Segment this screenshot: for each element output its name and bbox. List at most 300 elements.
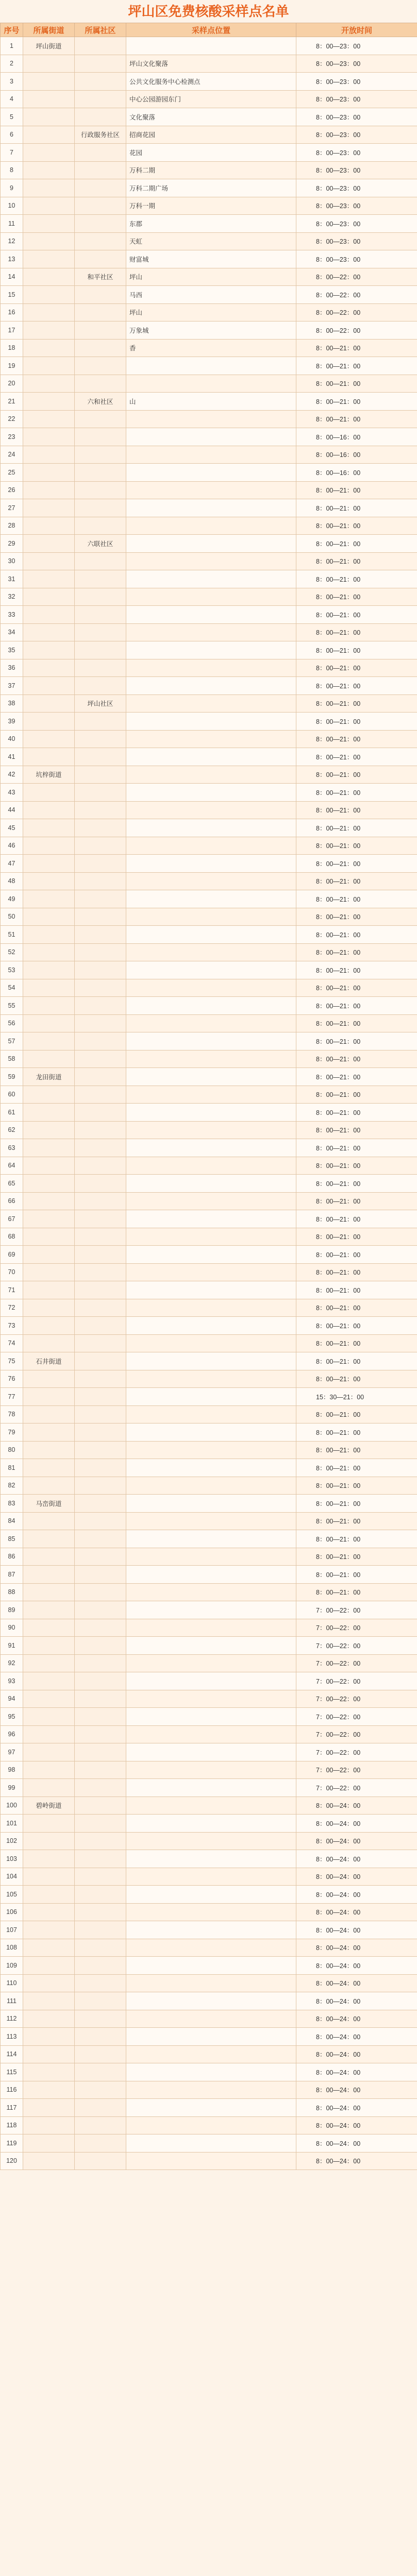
row-street [23, 606, 75, 624]
row-community [75, 481, 126, 499]
row-number: 77 [1, 1388, 23, 1406]
row-hours: 8：00—24：00 [296, 1815, 417, 1833]
table-row [1, 1104, 417, 1122]
row-street [23, 1317, 75, 1335]
row-community [75, 1672, 126, 1690]
row-street [23, 1708, 75, 1726]
table-row [1, 641, 417, 659]
row-street [23, 1690, 75, 1708]
row-street [23, 677, 75, 695]
table-row [1, 1121, 417, 1139]
row-number: 3 [1, 73, 23, 91]
row-street [23, 446, 75, 464]
row-location [126, 588, 296, 606]
row-location [126, 926, 296, 944]
row-number: 1 [1, 37, 23, 55]
row-community [75, 517, 126, 535]
row-location [126, 1815, 296, 1833]
row-number: 50 [1, 908, 23, 926]
row-location [126, 713, 296, 731]
row-street [23, 303, 75, 321]
row-number: 103 [1, 1850, 23, 1868]
table-row [1, 1014, 417, 1032]
row-community [75, 2045, 126, 2063]
row-community [75, 1210, 126, 1228]
row-location [126, 428, 296, 446]
row-number: 78 [1, 1405, 23, 1423]
row-location [126, 855, 296, 873]
row-community [75, 1388, 126, 1406]
row-street [23, 1868, 75, 1886]
row-number: 58 [1, 1050, 23, 1068]
row-community [75, 1974, 126, 1992]
table-row [1, 321, 417, 340]
row-number: 62 [1, 1121, 23, 1139]
row-location [126, 570, 296, 588]
table-row [1, 748, 417, 766]
row-community [75, 1405, 126, 1423]
row-location [126, 943, 296, 961]
row-hours: 7：00—22：00 [296, 1708, 417, 1726]
table-row [1, 1886, 417, 1904]
table-row [1, 517, 417, 535]
row-community [75, 1992, 126, 2010]
row-street [23, 1886, 75, 1904]
row-street [23, 570, 75, 588]
row-hours: 8：00—21：00 [296, 1192, 417, 1210]
row-hours: 8：00—21：00 [296, 1014, 417, 1032]
row-number: 33 [1, 606, 23, 624]
row-number: 75 [1, 1352, 23, 1370]
table-row [1, 926, 417, 944]
row-hours: 8：00—24：00 [296, 2028, 417, 2046]
table-row [1, 1566, 417, 1584]
row-number: 27 [1, 499, 23, 517]
row-street [23, 890, 75, 908]
row-number: 44 [1, 801, 23, 819]
row-street [23, 144, 75, 162]
header-no: 序号 [1, 23, 23, 37]
row-hours: 8：00—21：00 [296, 1548, 417, 1566]
row-location: 东郡 [126, 215, 296, 233]
row-hours: 8：00—21：00 [296, 1405, 417, 1423]
row-location [126, 1512, 296, 1530]
row-street [23, 908, 75, 926]
row-street [23, 730, 75, 748]
row-number: 107 [1, 1921, 23, 1939]
row-community [75, 37, 126, 55]
row-street [23, 1512, 75, 1530]
row-number: 39 [1, 713, 23, 731]
row-hours: 8：00—24：00 [296, 1974, 417, 1992]
row-location [126, 748, 296, 766]
row-street [23, 375, 75, 393]
row-location [126, 1192, 296, 1210]
row-hours: 8：00—21：00 [296, 1050, 417, 1068]
table-row [1, 73, 417, 91]
row-community [75, 1619, 126, 1637]
row-hours: 7：00—22：00 [296, 1690, 417, 1708]
row-number: 93 [1, 1672, 23, 1690]
table-row [1, 2028, 417, 2046]
row-number: 64 [1, 1157, 23, 1175]
row-number: 109 [1, 1957, 23, 1975]
row-street [23, 393, 75, 411]
row-community [75, 73, 126, 91]
row-street [23, 1175, 75, 1193]
row-street [23, 2063, 75, 2081]
row-community [75, 144, 126, 162]
row-community [75, 748, 126, 766]
row-number: 40 [1, 730, 23, 748]
table-row [1, 2099, 417, 2117]
row-location [126, 535, 296, 553]
row-street [23, 1637, 75, 1655]
row-location: 财富城 [126, 250, 296, 268]
row-street [23, 1370, 75, 1388]
table-row [1, 552, 417, 570]
row-street [23, 1441, 75, 1459]
row-number: 53 [1, 961, 23, 979]
table-row [1, 428, 417, 446]
row-number: 2 [1, 55, 23, 73]
row-community [75, 819, 126, 837]
row-hours: 8：00—21：00 [296, 1068, 417, 1086]
row-street [23, 713, 75, 731]
row-location: 坪山 [126, 268, 296, 286]
row-hours: 8：00—24：00 [296, 1850, 417, 1868]
row-community [75, 1957, 126, 1975]
row-street [23, 1939, 75, 1957]
table-row [1, 108, 417, 126]
row-number: 114 [1, 2045, 23, 2063]
row-number: 36 [1, 659, 23, 677]
table-row [1, 730, 417, 748]
table-row [1, 1743, 417, 1761]
row-number: 61 [1, 1104, 23, 1122]
row-location [126, 517, 296, 535]
row-location [126, 2152, 296, 2170]
row-community [75, 730, 126, 748]
row-number: 115 [1, 2063, 23, 2081]
row-location [126, 1352, 296, 1370]
row-number: 110 [1, 1974, 23, 1992]
table-row [1, 623, 417, 641]
row-location [126, 1619, 296, 1637]
row-community [75, 1139, 126, 1157]
table-row [1, 1495, 417, 1513]
row-location [126, 1654, 296, 1672]
row-community [75, 606, 126, 624]
table-row [1, 961, 417, 979]
row-community [75, 428, 126, 446]
table-row [1, 1939, 417, 1957]
row-hours: 8：00—16：00 [296, 446, 417, 464]
row-hours: 8：00—16：00 [296, 464, 417, 482]
row-community [75, 2152, 126, 2170]
row-location [126, 677, 296, 695]
table-row [1, 161, 417, 179]
row-location [126, 2081, 296, 2099]
row-hours: 8：00—21：00 [296, 961, 417, 979]
row-community [75, 2028, 126, 2046]
row-number: 37 [1, 677, 23, 695]
row-number: 95 [1, 1708, 23, 1726]
row-location [126, 766, 296, 784]
row-street [23, 1157, 75, 1175]
row-location: 坪山 [126, 303, 296, 321]
table-row [1, 1139, 417, 1157]
header-community: 所属社区 [75, 23, 126, 37]
row-street [23, 641, 75, 659]
table-row [1, 1725, 417, 1743]
table-row [1, 215, 417, 233]
row-hours: 8：00—21：00 [296, 730, 417, 748]
row-location [126, 2063, 296, 2081]
row-street [23, 321, 75, 340]
row-community [75, 1175, 126, 1193]
row-number: 4 [1, 90, 23, 108]
row-location [126, 961, 296, 979]
row-number: 57 [1, 1032, 23, 1050]
table-row [1, 499, 417, 517]
row-location [126, 1068, 296, 1086]
row-street [23, 623, 75, 641]
row-hours: 8：00—23：00 [296, 232, 417, 250]
row-community [75, 1886, 126, 1904]
row-location [126, 819, 296, 837]
row-hours: 8：00—21：00 [296, 499, 417, 517]
table-row [1, 464, 417, 482]
row-community [75, 1157, 126, 1175]
row-number: 79 [1, 1423, 23, 1442]
row-street [23, 428, 75, 446]
row-number: 55 [1, 997, 23, 1015]
row-number: 97 [1, 1743, 23, 1761]
row-location [126, 641, 296, 659]
table-row [1, 979, 417, 997]
table-row [1, 1637, 417, 1655]
row-community [75, 1459, 126, 1477]
table-row [1, 1815, 417, 1833]
row-hours: 8：00—21：00 [296, 1352, 417, 1370]
table-row [1, 1317, 417, 1335]
row-community [75, 766, 126, 784]
row-hours: 8：00—24：00 [296, 2134, 417, 2153]
table-row [1, 606, 417, 624]
row-location [126, 1423, 296, 1442]
row-number: 32 [1, 588, 23, 606]
row-community [75, 1566, 126, 1584]
row-number: 92 [1, 1654, 23, 1672]
row-location [126, 979, 296, 997]
row-community [75, 286, 126, 304]
row-street [23, 784, 75, 802]
table-row [1, 1850, 417, 1868]
row-community [75, 1815, 126, 1833]
row-number: 42 [1, 766, 23, 784]
row-location [126, 1921, 296, 1939]
row-hours: 8：00—21：00 [296, 1512, 417, 1530]
table-row [1, 1441, 417, 1459]
row-street: 龙田街道 [23, 1068, 75, 1086]
table-row [1, 1388, 417, 1406]
row-location [126, 1370, 296, 1388]
table-row [1, 535, 417, 553]
row-street [23, 659, 75, 677]
row-street [23, 517, 75, 535]
row-number: 63 [1, 1139, 23, 1157]
table-row [1, 1690, 417, 1708]
table-row [1, 997, 417, 1015]
row-location [126, 1175, 296, 1193]
row-street [23, 1921, 75, 1939]
row-hours: 8：00—21：00 [296, 1495, 417, 1513]
row-location [126, 730, 296, 748]
row-number: 80 [1, 1441, 23, 1459]
row-street [23, 339, 75, 357]
row-number: 29 [1, 535, 23, 553]
row-hours: 8：00—21：00 [296, 1566, 417, 1584]
row-number: 86 [1, 1548, 23, 1566]
table-row [1, 1281, 417, 1299]
row-community [75, 1441, 126, 1459]
row-location [126, 1886, 296, 1904]
row-community [75, 215, 126, 233]
row-location [126, 2028, 296, 2046]
row-location: 招商花园 [126, 126, 296, 144]
row-community [75, 1850, 126, 1868]
row-location: 天虹 [126, 232, 296, 250]
row-location [126, 1708, 296, 1726]
table-row [1, 677, 417, 695]
row-hours: 8：00—21：00 [296, 623, 417, 641]
row-street [23, 464, 75, 482]
table-row [1, 1334, 417, 1352]
row-street [23, 2081, 75, 2099]
row-number: 48 [1, 872, 23, 890]
row-street [23, 499, 75, 517]
row-hours: 8：00—24：00 [296, 1939, 417, 1957]
row-number: 60 [1, 1086, 23, 1104]
row-location [126, 1388, 296, 1406]
row-number: 5 [1, 108, 23, 126]
row-number: 90 [1, 1619, 23, 1637]
row-location [126, 890, 296, 908]
row-community [75, 1121, 126, 1139]
row-street [23, 1779, 75, 1797]
row-number: 10 [1, 197, 23, 215]
row-hours: 8：00—21：00 [296, 606, 417, 624]
row-street [23, 1850, 75, 1868]
row-hours: 8：00—21：00 [296, 552, 417, 570]
row-street [23, 1566, 75, 1584]
table-row [1, 1903, 417, 1921]
table-header [1, 23, 417, 37]
table-row [1, 1672, 417, 1690]
row-street [23, 535, 75, 553]
row-community [75, 2063, 126, 2081]
row-community [75, 961, 126, 979]
table-row [1, 713, 417, 731]
row-hours: 8：00—23：00 [296, 108, 417, 126]
row-community [75, 1832, 126, 1850]
row-location [126, 1050, 296, 1068]
row-community [75, 1761, 126, 1779]
row-location [126, 1725, 296, 1743]
row-street [23, 357, 75, 375]
row-hours: 8：00—23：00 [296, 144, 417, 162]
row-community [75, 1014, 126, 1032]
row-location [126, 2045, 296, 2063]
row-hours: 8：00—21：00 [296, 855, 417, 873]
row-street [23, 2010, 75, 2028]
row-community [75, 552, 126, 570]
row-community [75, 837, 126, 855]
row-number: 52 [1, 943, 23, 961]
table-row [1, 55, 417, 73]
row-location [126, 1530, 296, 1548]
table-row [1, 179, 417, 197]
row-number: 18 [1, 339, 23, 357]
row-hours: 8：00—21：00 [296, 375, 417, 393]
row-community: 行政服务社区 [75, 126, 126, 144]
row-number: 84 [1, 1512, 23, 1530]
row-community [75, 2010, 126, 2028]
table-row [1, 1477, 417, 1495]
row-number: 99 [1, 1779, 23, 1797]
row-hours: 8：00—24：00 [296, 2099, 417, 2117]
table-row [1, 1032, 417, 1050]
row-location [126, 1263, 296, 1281]
row-number: 22 [1, 410, 23, 428]
table-row [1, 1761, 417, 1779]
row-hours: 8：00—21：00 [296, 1139, 417, 1157]
row-location [126, 1210, 296, 1228]
row-community: 坪山社区 [75, 694, 126, 713]
row-number: 49 [1, 890, 23, 908]
header-street: 所属街道 [23, 23, 75, 37]
row-number: 59 [1, 1068, 23, 1086]
row-community [75, 979, 126, 997]
row-community [75, 250, 126, 268]
row-street [23, 2134, 75, 2153]
table-row [1, 303, 417, 321]
row-hours: 8：00—21：00 [296, 1104, 417, 1122]
table-row [1, 784, 417, 802]
row-community [75, 713, 126, 731]
row-community [75, 855, 126, 873]
row-hours: 8：00—21：00 [296, 677, 417, 695]
table-row [1, 1974, 417, 1992]
row-street: 坪山街道 [23, 37, 75, 55]
row-street [23, 268, 75, 286]
row-community [75, 1601, 126, 1619]
row-community [75, 1192, 126, 1210]
row-street [23, 1086, 75, 1104]
row-number: 26 [1, 481, 23, 499]
row-location [126, 1779, 296, 1797]
row-community [75, 908, 126, 926]
row-hours: 8：00—21：00 [296, 1334, 417, 1352]
row-number: 54 [1, 979, 23, 997]
row-street [23, 979, 75, 997]
row-community: 和平社区 [75, 268, 126, 286]
table-row [1, 481, 417, 499]
row-community [75, 926, 126, 944]
row-street [23, 126, 75, 144]
row-hours: 8：00—21：00 [296, 588, 417, 606]
